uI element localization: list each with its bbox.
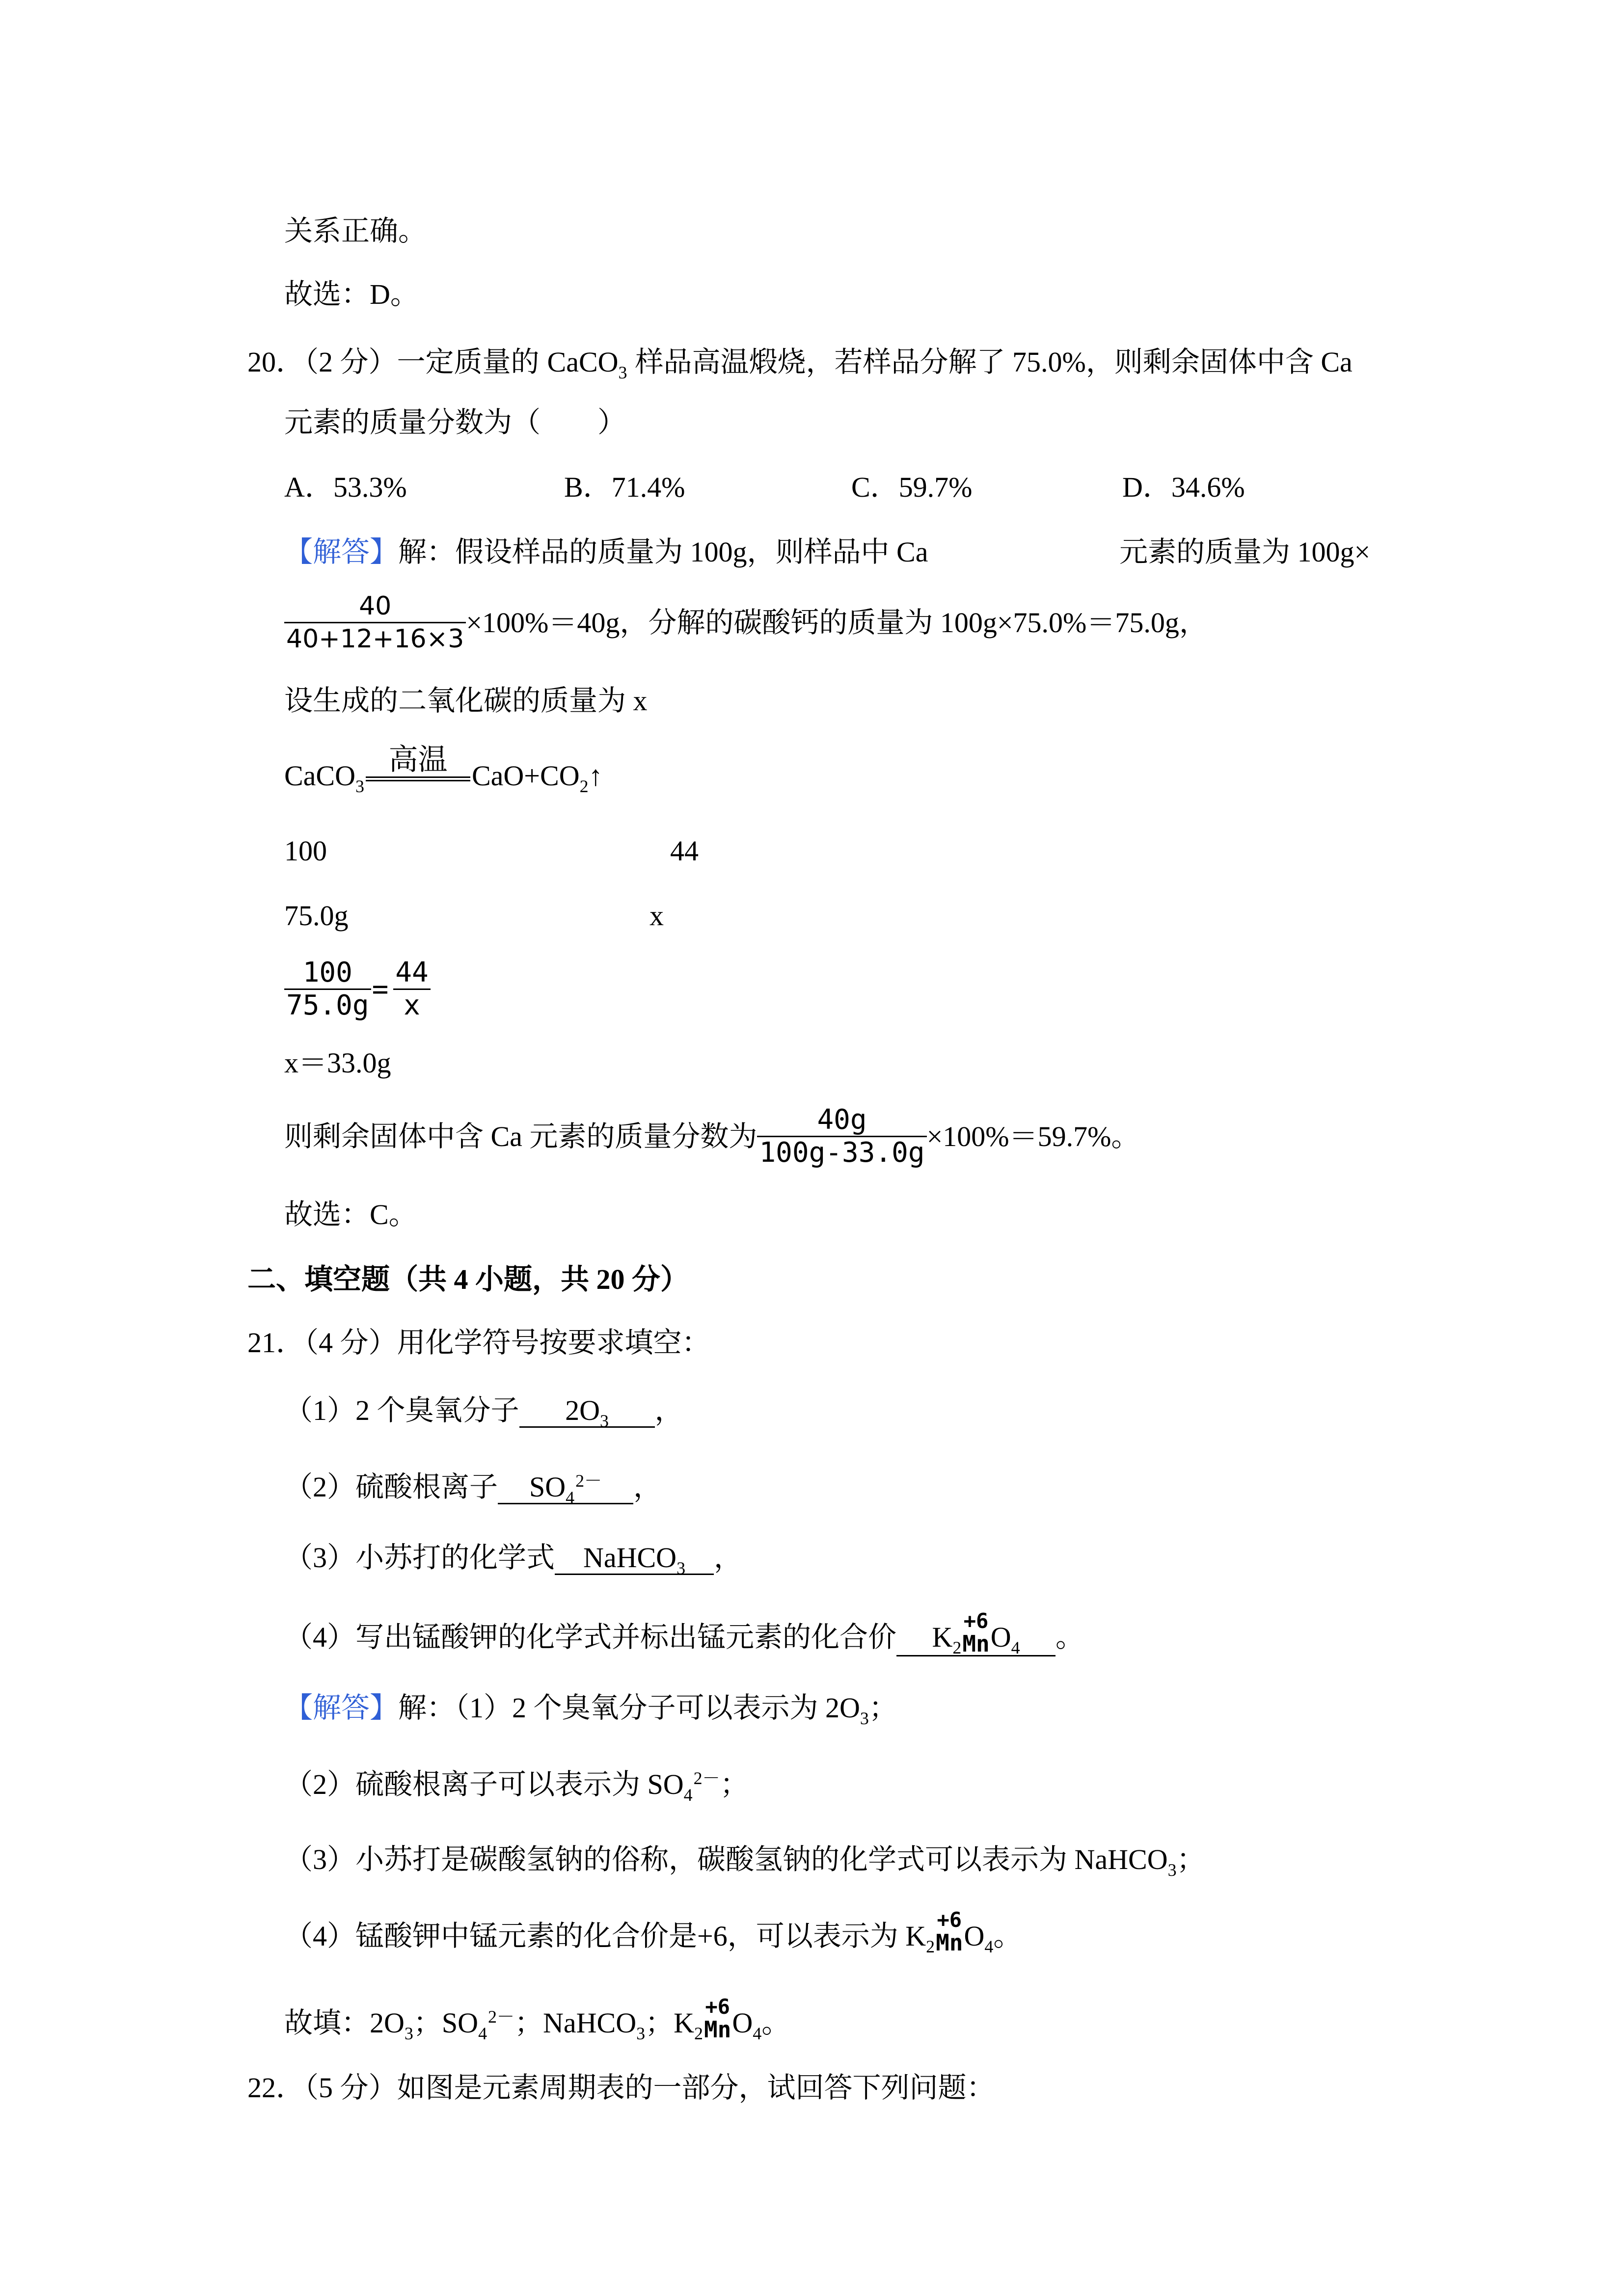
charge-superscript: 2－ bbox=[693, 1768, 720, 1789]
separator: ； bbox=[514, 2007, 543, 2039]
valence-mark: +6 bbox=[937, 1908, 962, 1932]
option-c: C．59.7% bbox=[851, 471, 973, 503]
subscript: 3 bbox=[636, 2024, 646, 2044]
solution-tag: 【解答】 bbox=[284, 1692, 399, 1724]
solution-text: ×100%＝40g，分解的碳酸钙的质量为 100g×75.0%＝75.0g， bbox=[466, 606, 1208, 639]
valence-element bbox=[704, 1995, 731, 2043]
answer-text: K bbox=[932, 1621, 953, 1653]
subscript: 2 bbox=[926, 1937, 935, 1957]
q22-score: （5 分） bbox=[304, 2072, 397, 2104]
charge-superscript: 2－ bbox=[575, 1471, 602, 1491]
subscript: 4 bbox=[478, 2024, 487, 2044]
option-b: B．71.4% bbox=[564, 471, 685, 503]
subscript: 3 bbox=[860, 1709, 869, 1729]
subscript: 3 bbox=[677, 1558, 686, 1578]
fraction-ca-mass bbox=[284, 590, 466, 655]
subscript: 3 bbox=[404, 2024, 413, 2044]
answer-text: O bbox=[990, 1621, 1011, 1653]
q21-item-3 bbox=[284, 1540, 743, 1578]
q20-stem-part2: 样品高温煅烧，若样品分解了 75.0%，则剩余固体中含 Ca bbox=[635, 346, 1353, 378]
equation-reactant: CaCO bbox=[284, 760, 355, 792]
option-d: D．34.6% bbox=[1122, 471, 1245, 503]
prev-choice: 故选：D。 bbox=[284, 278, 419, 310]
element-symbol: Mn bbox=[704, 2016, 731, 2043]
item-end: ， bbox=[633, 1471, 662, 1503]
mass-caco3: 75.0g bbox=[284, 900, 349, 932]
answer-blank bbox=[555, 1542, 714, 1578]
subscript: 2 bbox=[694, 2024, 703, 2044]
equation-product: CaO+CO bbox=[471, 760, 580, 792]
q21-score: （4 分） bbox=[304, 1327, 397, 1359]
q20-number: 20． bbox=[247, 346, 305, 378]
formula-text: NaHCO bbox=[543, 2007, 637, 2039]
reaction-condition: 高温 bbox=[388, 742, 448, 777]
separator: ； bbox=[413, 2007, 442, 2039]
valence-mark: +6 bbox=[963, 1609, 989, 1633]
equals-sign: = bbox=[372, 973, 389, 1005]
valence-element bbox=[936, 1908, 963, 1956]
line-end: ； bbox=[1176, 1843, 1205, 1875]
q22-stem-text: 如图是元素周期表的一部分，试回答下列问题： bbox=[397, 2072, 995, 2104]
subscript: 3 bbox=[1167, 1860, 1177, 1880]
fraction-denominator: x bbox=[393, 988, 430, 1021]
line-end: 。 bbox=[761, 2007, 790, 2039]
q21-solution-line1 bbox=[284, 1690, 897, 1729]
line-end: ； bbox=[868, 1692, 897, 1724]
item-label: （1）2 个臭氧分子 bbox=[284, 1394, 519, 1426]
q20-solution-line1 bbox=[284, 534, 928, 570]
q20-solution-line3: 设生成的二氧化碳的质量为 x bbox=[284, 685, 648, 717]
mass-ratio-row bbox=[284, 833, 726, 869]
subscript: 3 bbox=[355, 776, 364, 797]
subscript: 2 bbox=[952, 1638, 962, 1658]
formula-text: SO bbox=[441, 2007, 479, 2039]
solution-text: （3）小苏打是碳酸氢钠的俗称，碳酸氢钠的化学式可以表示为 NaHCO bbox=[284, 1843, 1168, 1875]
q22-number: 22． bbox=[247, 2072, 305, 2104]
valence-element bbox=[962, 1609, 990, 1657]
answer-blank bbox=[519, 1394, 655, 1431]
q20-stem-line1 bbox=[247, 345, 1353, 383]
item-end: 。 bbox=[1056, 1621, 1084, 1653]
element-symbol: Mn bbox=[936, 1929, 963, 1956]
fraction-left bbox=[284, 957, 371, 1021]
prev-conclusion: 关系正确。 bbox=[284, 215, 427, 247]
item-label: （2）硫酸根离子 bbox=[284, 1471, 498, 1503]
q20-stem-part1: 一定质量的 bbox=[397, 346, 540, 378]
mass-co2: x bbox=[650, 900, 664, 932]
solution-text: 则剩余固体中含 Ca 元素的质量分数为 bbox=[284, 1120, 758, 1152]
item-end: ， bbox=[714, 1542, 743, 1574]
answer-blank bbox=[498, 1471, 633, 1508]
line-end: ； bbox=[720, 1768, 749, 1800]
q21-solution-line2 bbox=[284, 1767, 749, 1805]
solution-text: （4）锰酸钾中锰元素的化合价是+6，可以表示为 K bbox=[284, 1920, 926, 1952]
q20-solution-line1-cont: 元素的质量为 100g× bbox=[1119, 536, 1371, 568]
solution-tag: 【解答】 bbox=[284, 536, 399, 568]
fraction-numerator: 100 bbox=[302, 957, 352, 988]
final-calculation bbox=[284, 1104, 1139, 1169]
chemical-equation bbox=[284, 742, 603, 797]
valence-mark: +6 bbox=[705, 1995, 730, 2019]
formula-text: CaCO bbox=[547, 346, 619, 378]
q21-item-4 bbox=[284, 1609, 1084, 1658]
q21-stem-text: 用化学符号按要求填空： bbox=[397, 1327, 710, 1359]
answer-blank bbox=[896, 1609, 1056, 1658]
subscript: 3 bbox=[618, 363, 627, 383]
answer-text: 2O bbox=[565, 1394, 600, 1426]
charge-superscript: 2－ bbox=[488, 2007, 514, 2027]
fraction-denominator: 40+12+16×3 bbox=[284, 622, 466, 655]
formula-text: K bbox=[674, 2007, 694, 2039]
q21-item-2 bbox=[284, 1469, 662, 1508]
subscript: 4 bbox=[984, 1937, 994, 1957]
q21-item-1 bbox=[284, 1393, 683, 1431]
subscript: 4 bbox=[1011, 1638, 1020, 1658]
solution-text: ×100%＝59.7%。 bbox=[926, 1120, 1140, 1152]
q20-options bbox=[284, 470, 1413, 505]
answer-text: SO bbox=[529, 1471, 566, 1503]
q20-formula bbox=[547, 346, 627, 383]
formula-text: O bbox=[964, 1920, 985, 1952]
item-label: （3）小苏打的化学式 bbox=[284, 1542, 555, 1574]
solution-text: 解：（1）2 个臭氧分子可以表示为 2O bbox=[398, 1692, 860, 1724]
subscript: 4 bbox=[683, 1785, 693, 1805]
fraction-right bbox=[393, 957, 430, 1021]
q20-solution-line2 bbox=[284, 590, 1208, 655]
actual-mass-row bbox=[284, 898, 726, 934]
formula-text: 2O bbox=[370, 2007, 405, 2039]
element-symbol: Mn bbox=[962, 1630, 990, 1657]
fraction-numerator: 40 bbox=[359, 591, 392, 621]
q21-stem bbox=[247, 1325, 710, 1361]
ratio-co2: 44 bbox=[670, 835, 699, 867]
q22-stem bbox=[247, 2070, 995, 2106]
fraction-denominator: 75.0g bbox=[284, 988, 371, 1021]
solution-text: 解：假设样品的质量为 100g，则样品中 Ca bbox=[398, 536, 928, 568]
fraction-numerator: 44 bbox=[395, 957, 429, 988]
q20-score: （2 分） bbox=[304, 346, 397, 378]
separator: ； bbox=[645, 2007, 674, 2039]
q21-solution-line4 bbox=[284, 1908, 1022, 1957]
proportion bbox=[284, 957, 431, 1021]
fraction-ca-fraction bbox=[757, 1104, 926, 1169]
gas-arrow-icon: ↑ bbox=[588, 760, 603, 792]
subscript: 4 bbox=[753, 2024, 762, 2044]
fill-label: 故填： bbox=[284, 2007, 370, 2039]
q21-number: 21． bbox=[247, 1327, 305, 1359]
formula-text: O bbox=[732, 2007, 753, 2039]
section-heading: 二、填空题（共 4 小题，共 20 分） bbox=[247, 1263, 689, 1295]
fraction-numerator: 40g bbox=[817, 1104, 867, 1136]
item-end: ， bbox=[654, 1394, 683, 1426]
answer-text: NaHCO bbox=[583, 1542, 677, 1574]
subscript: 3 bbox=[599, 1411, 609, 1431]
subscript: 4 bbox=[566, 1488, 575, 1508]
reaction-condition-bar bbox=[366, 742, 470, 781]
result-x: x＝33.0g bbox=[284, 1047, 391, 1079]
option-a: A．53.3% bbox=[284, 471, 407, 503]
fraction-denominator: 100g-33.0g bbox=[757, 1136, 926, 1169]
q20-stem-line2: 元素的质量分数为（ ） bbox=[284, 406, 626, 438]
q20-choice: 故选：C。 bbox=[284, 1199, 417, 1230]
ratio-caco3: 100 bbox=[284, 835, 327, 867]
solution-text: （2）硫酸根离子可以表示为 SO bbox=[284, 1768, 684, 1800]
item-label: （4）写出锰酸钾的化学式并标出锰元素的化合价 bbox=[284, 1621, 897, 1653]
q21-solution-line3 bbox=[284, 1842, 1205, 1880]
subscript: 2 bbox=[579, 776, 589, 797]
q21-fill-answers bbox=[284, 1995, 790, 2044]
line-end: 。 bbox=[993, 1920, 1022, 1952]
